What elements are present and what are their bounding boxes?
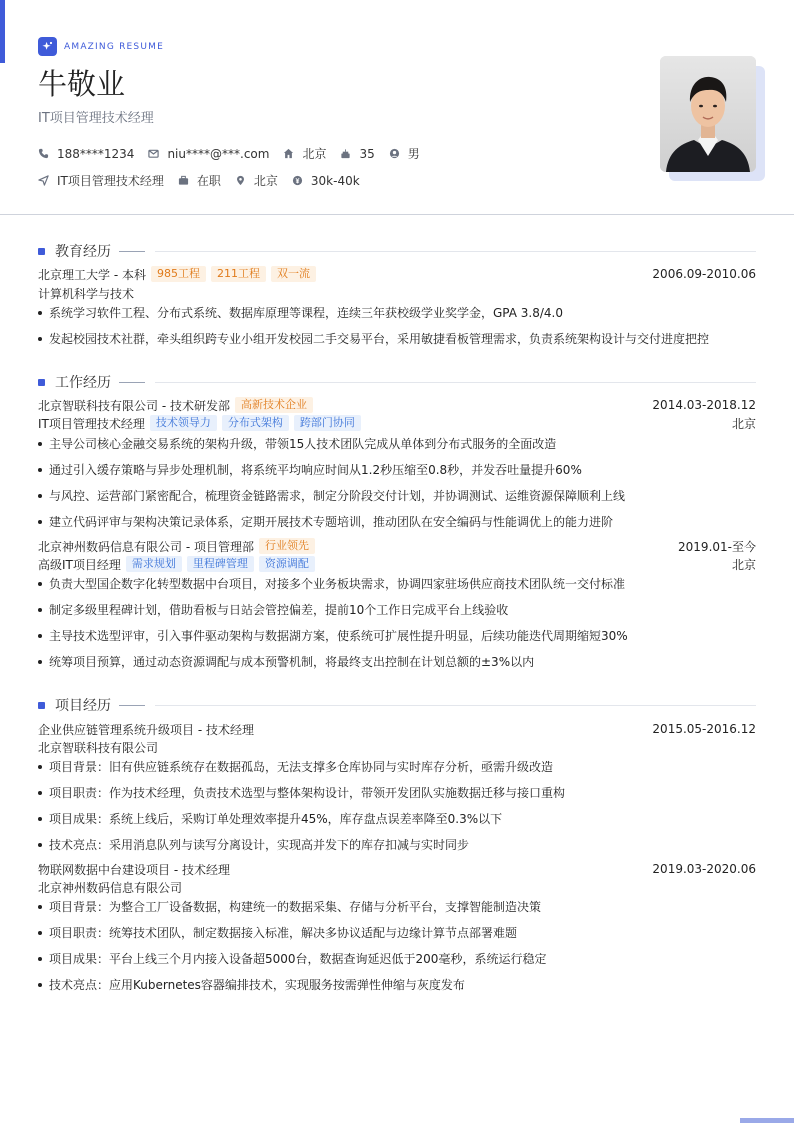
send-icon: [38, 175, 49, 186]
home-icon: [283, 148, 294, 159]
target-position-item: [38, 172, 164, 189]
project-date: 2019.03-2020.06: [652, 862, 756, 876]
age-item: [340, 147, 374, 161]
section-marker: [38, 248, 45, 255]
section-divider: [155, 251, 756, 252]
education-entry-header: [38, 265, 756, 283]
target-position-text: IT项目管理技术经理: [57, 174, 164, 188]
work-city: 北京: [731, 557, 756, 572]
mail-icon: [148, 148, 159, 159]
candidate-name: 牛敬业: [38, 67, 126, 101]
company-tag: 高新技术企业: [235, 397, 313, 413]
education-section-title: 教育经历: [55, 244, 111, 260]
work-entry-header: [38, 396, 756, 414]
phone-text: 188****1234: [57, 146, 135, 161]
work-section-title: 工作经历: [55, 375, 111, 391]
briefcase-icon: [178, 175, 189, 186]
education-section-header: [38, 241, 756, 261]
project-section-title: 项目经历: [55, 698, 111, 714]
profile-photo: [660, 56, 756, 172]
project-bullet: 项目职责：统筹技术团队，制定数据接入标准，解决多协议适配与边缘计算节点部署难题: [38, 924, 756, 941]
school-tag: 双一流: [271, 266, 316, 282]
brand: [38, 37, 164, 56]
project-name: 企业供应链管理系统升级项目 - 技术经理: [38, 722, 254, 737]
work-bullet: 与风控、运营部门紧密配合，梳理资金链路需求，制定分阶段交付计划，并协调测试、运维资源保障顺利上线: [38, 487, 756, 504]
location-item: [283, 145, 326, 162]
work-role: 高级IT项目经理: [38, 557, 121, 572]
status-text: 在职: [196, 174, 221, 188]
education-major-row: [38, 284, 756, 302]
salary-item: [292, 174, 360, 188]
status-item: [178, 172, 221, 189]
work-company: 北京智联科技有限公司 - 技术研发部: [38, 398, 230, 413]
work-bullet: 负责大型国企数字化转型数据中台项目，对接多个业务板块需求，协调四家驻场供应商技术团队统一交付标准: [38, 575, 756, 592]
project-bullet: 项目职责：作为技术经理，负责技术选型与整体架构设计，带领开发团队实施数据迁移与接口重构: [38, 784, 756, 801]
sparkle-icon: [38, 37, 57, 56]
skill-tag: 资源调配: [259, 556, 315, 572]
work-city: 北京: [731, 416, 756, 431]
gender-item: [389, 145, 420, 162]
contact-row: [38, 145, 434, 162]
section-dash: [119, 251, 145, 252]
work-bullet: 主导公司核心金融交易系统的架构升级，带领15人技术团队完成从单体到分布式服务的全面改造: [38, 435, 756, 452]
education-school: 北京理工大学 - 本科: [38, 267, 146, 282]
work-role-row: [38, 555, 756, 573]
project-company: 北京神州数码信息有限公司: [38, 880, 183, 895]
work-bullet: 建立代码评审与架构决策记录体系，定期开展技术专题培训，推动团队在安全编码与性能调优上的能力进阶: [38, 513, 756, 530]
education-major: 计算机科学与技术: [38, 286, 135, 301]
section-marker: [38, 702, 45, 709]
project-bullet: 技术亮点：采用消息队列与读写分离设计，实现高并发下的库存扣减与实时同步: [38, 836, 756, 853]
age-text: 35: [359, 146, 375, 161]
email-item: [148, 147, 269, 161]
work-bullet: 统筹项目预算，通过动态资源调配与成本预警机制，将最终支出控制在计划总额的±3%以内: [38, 653, 756, 670]
work-bullet: 制定多级里程碑计划，借助看板与日站会管控偏差，提前10个工作日完成平台上线验收: [38, 601, 756, 618]
project-bullet: 项目成果：平台上线三个月内接入设备超5000台，数据查询延迟低于200毫秒，系统运行稳定: [38, 950, 756, 967]
location-text: 北京: [302, 147, 327, 161]
brand-label: AMAZING RESUME: [64, 41, 164, 52]
candidate-title: IT项目管理技术经理: [38, 111, 154, 126]
skill-tag: 技术领导力: [150, 415, 217, 431]
education-date: 2006.09-2010.06: [652, 267, 756, 281]
job-intent-row: [38, 172, 374, 189]
work-bullet: 主导技术选型评审，引入事件驱动架构与数据湖方案，使系统可扩展性提升明显，后续功能迭代周期缩短30%: [38, 627, 756, 644]
work-section-header: [38, 372, 756, 392]
project-bullet: 项目背景：为整合工厂设备数据，构建统一的数据采集、存储与分析平台，支撑智能制造决策: [38, 898, 756, 915]
school-tag: 985工程: [151, 266, 206, 282]
skill-tag: 分布式架构: [222, 415, 289, 431]
work-entry-header: [38, 537, 756, 555]
work-date: 2014.03-2018.12: [652, 398, 756, 412]
project-bullet: 技术亮点：应用Kubernetes容器编排技术，实现服务按需弹性伸缩与灰度发布: [38, 976, 756, 993]
money-icon: [292, 175, 303, 186]
education-bullet: 系统学习软件工程、分布式系统、数据库原理等课程，连续三年获校级学业奖学金，GPA 3.8/4.0: [38, 304, 756, 321]
resume-header: [0, 0, 794, 215]
gender-icon: [389, 148, 400, 159]
skill-tag: 需求规划: [126, 556, 182, 572]
phone-icon: [38, 148, 49, 159]
section-dash: [119, 382, 145, 383]
project-entry-header: [38, 860, 756, 878]
target-city-text: 北京: [253, 174, 278, 188]
work-bullet: 通过引入缓存策略与异步处理机制，将系统平均响应时间从1.2秒压缩至0.8秒，并发吞吐量提升60%: [38, 461, 756, 478]
education-bullet: 发起校园技术社群，牵头组织跨专业小组开发校园二手交易平台，采用敏捷看板管理需求，负责系统架构设计与交付进度把控: [38, 330, 756, 347]
project-company-row: [38, 878, 756, 896]
email-text: niu****@***.com: [167, 146, 270, 161]
salary-text: 30k-40k: [310, 173, 360, 188]
section-dash: [119, 705, 145, 706]
map-pin-icon: [235, 175, 246, 186]
work-role-row: [38, 414, 756, 432]
project-entry-header: [38, 720, 756, 738]
skill-tag: 里程碑管理: [187, 556, 254, 572]
section-divider: [155, 705, 756, 706]
project-bullet: 项目成果：系统上线后，采购订单处理效率提升45%，库存盘点误差率降至0.3%以下: [38, 810, 756, 827]
footer-accent-bar: [740, 1118, 794, 1123]
project-company: 北京智联科技有限公司: [38, 740, 159, 755]
project-section-header: [38, 695, 756, 715]
work-date: 2019.01-至今: [678, 539, 756, 554]
project-company-row: [38, 738, 756, 756]
work-company: 北京神州数码信息有限公司 - 项目管理部: [38, 539, 254, 554]
school-tag: 211工程: [211, 266, 266, 282]
project-date: 2015.05-2016.12: [652, 722, 756, 736]
target-city-item: [235, 172, 278, 189]
section-marker: [38, 379, 45, 386]
work-role: IT项目管理技术经理: [38, 416, 145, 431]
phone-item: [38, 147, 134, 161]
section-divider: [155, 382, 756, 383]
company-tag: 行业领先: [259, 538, 315, 554]
cake-icon: [340, 148, 351, 159]
skill-tag: 跨部门协同: [294, 415, 361, 431]
project-name: 物联网数据中台建设项目 - 技术经理: [38, 862, 230, 877]
project-bullet: 项目背景：旧有供应链系统存在数据孤岛，无法支撑多仓库协同与实时库存分析，亟需升级改造: [38, 758, 756, 775]
gender-text: 男: [407, 147, 420, 161]
